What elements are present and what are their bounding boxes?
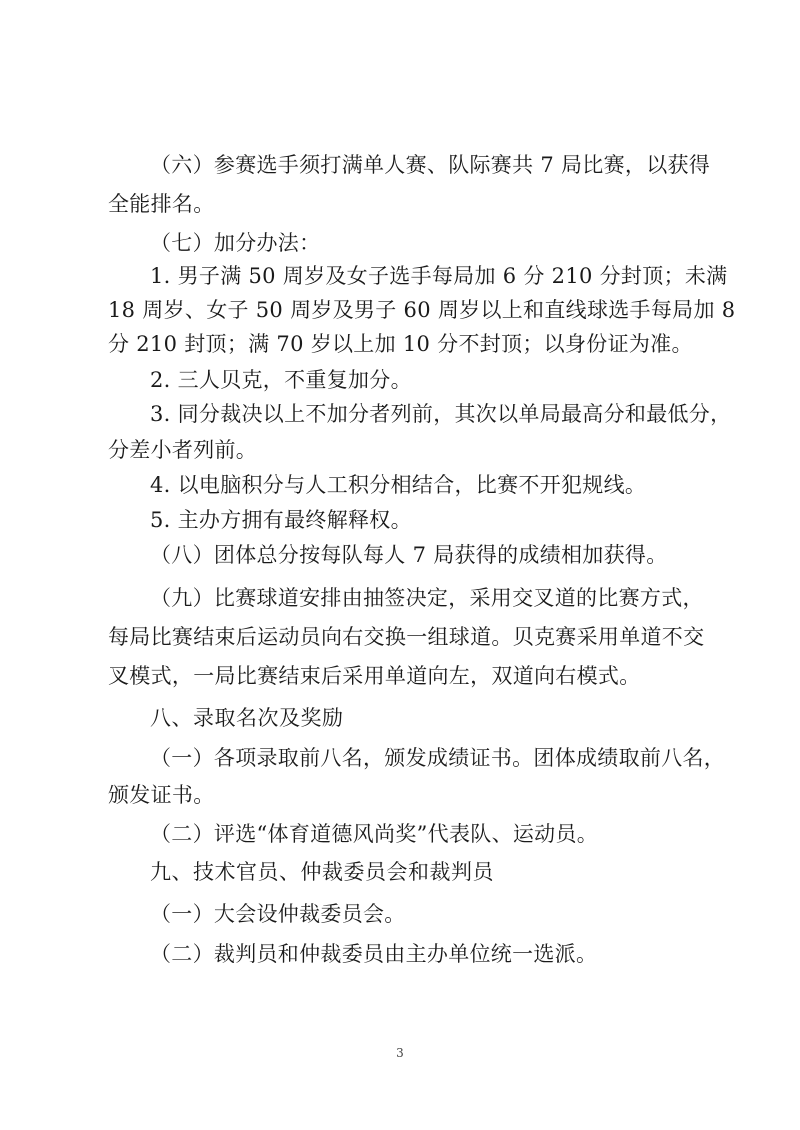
paragraph-line-7-3-b: 分差小者列前。 [108, 438, 258, 462]
paragraph-line-9-b: 每局比赛结束后运动员向右交换一组球道。贝克赛采用单道不交 [108, 625, 705, 649]
page-number: 3 [396, 1046, 404, 1060]
paragraph-line-8: （八）团体总分按每队每人 7 局获得的成绩相加获得。 [150, 543, 668, 567]
paragraph-line-7-1-a: 1. 男子满 50 周岁及女子选手每局加 6 分 210 分封顶；未满 [150, 264, 728, 288]
paragraph-line-9-2: （二）裁判员和仲裁委员由主办单位统一选派。 [150, 942, 598, 966]
section-heading-8: 八、录取名次及奖励 [150, 706, 344, 730]
paragraph-line-7-1-b: 18 周岁、女子 50 周岁及男子 60 周岁以上和直线球选手每局加 8 [108, 298, 736, 322]
paragraph-line-7-5: 5. 主办方拥有最终解释权。 [150, 508, 412, 532]
paragraph-line-6-2: 全能排名。 [108, 192, 215, 216]
paragraph-line-9-a: （九）比赛球道安排由抽签决定，采用交叉道的比赛方式， [150, 586, 704, 610]
section-heading-9: 九、技术官员、仲裁委员会和裁判员 [150, 860, 494, 884]
paragraph-line-7-4: 4. 以电脑积分与人工积分相结合，比赛不开犯规线。 [150, 473, 647, 497]
paragraph-line-7-1-c: 分 210 封顶；满 70 岁以上加 10 分不封顶；以身份证为准。 [108, 332, 693, 356]
paragraph-line-7-2: 2. 三人贝克，不重复加分。 [150, 368, 412, 392]
paragraph-line-7-3-a: 3. 同分裁决以上不加分者列前，其次以单局最高分和最低分， [150, 402, 732, 426]
paragraph-line-9-1: （一）大会设仲裁委员会。 [150, 902, 406, 926]
paragraph-line-6-1: （六）参赛选手须打满单人赛、队际赛共 7 局比赛，以获得 [150, 153, 711, 177]
paragraph-line-8-1-b: 颁发证书。 [108, 783, 215, 807]
paragraph-line-8-1-a: （一）各项录取前八名，颁发成绩证书。团体成绩取前八名， [150, 746, 726, 770]
paragraph-line-9-c: 叉模式，一局比赛结束后采用单道向左，双道向右模式。 [108, 664, 641, 688]
paragraph-line-8-2: （二）评选“体育道德风尚奖”代表队、运动员。 [150, 822, 599, 846]
paragraph-line-7-heading: （七）加分办法： [150, 231, 321, 255]
